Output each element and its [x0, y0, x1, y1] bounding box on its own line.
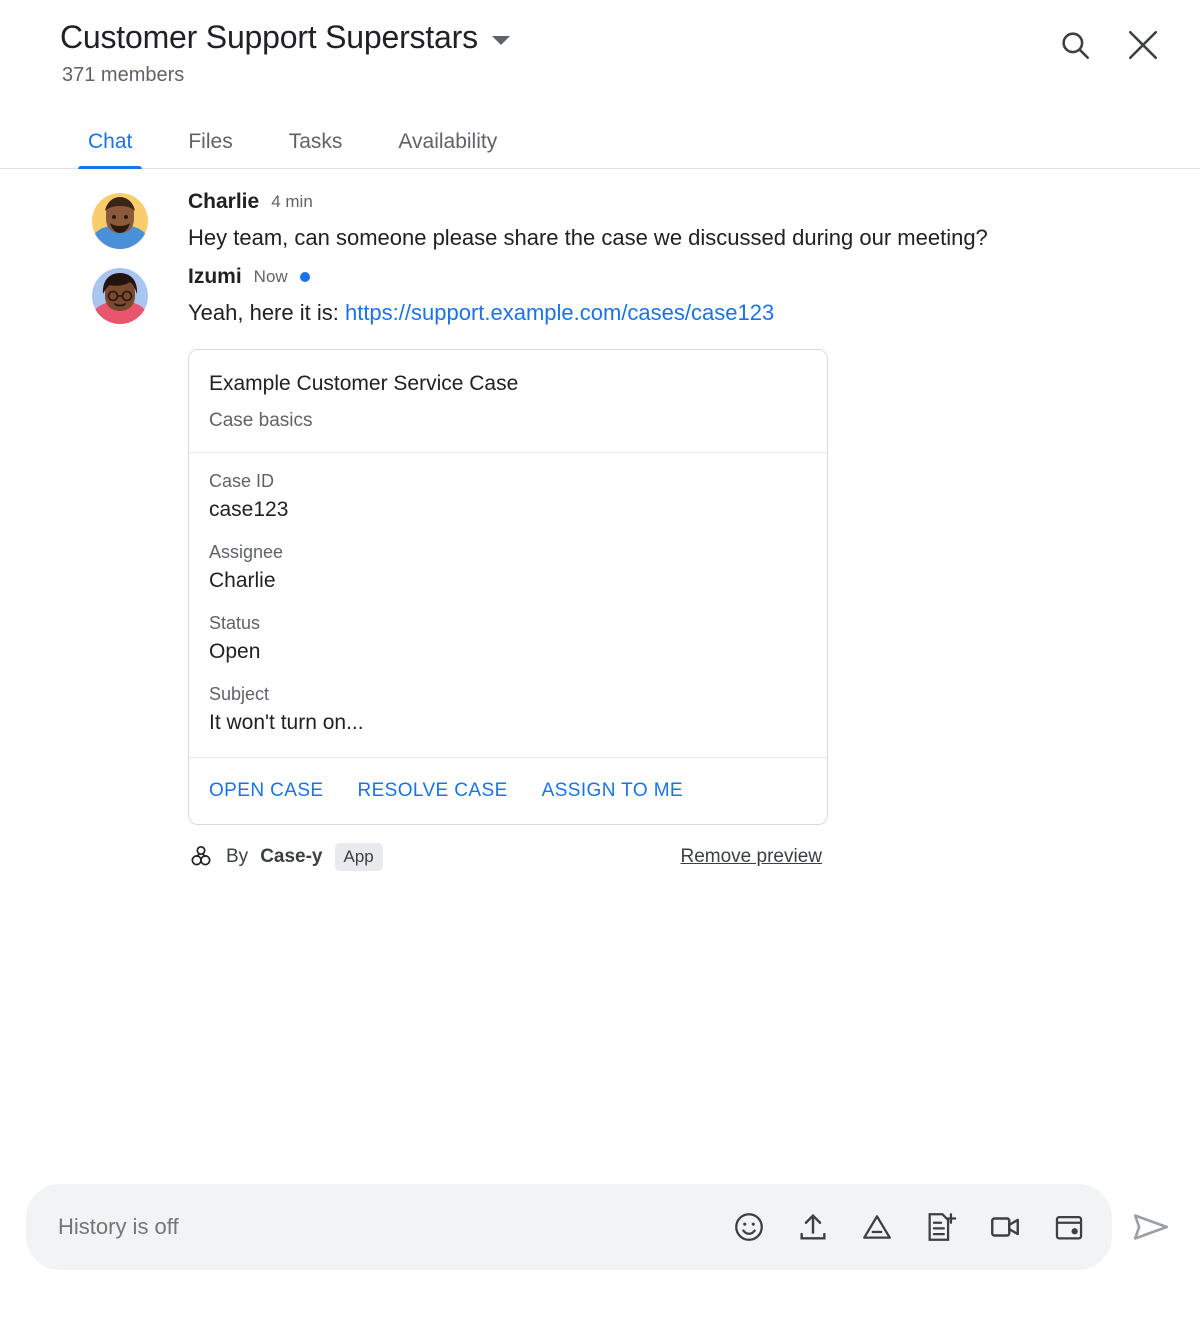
send-icon[interactable] — [1126, 1206, 1176, 1248]
composer-bar — [0, 1184, 1200, 1270]
doc-add-icon[interactable] — [924, 1210, 958, 1244]
assign-to-me-button[interactable]: ASSIGN TO ME — [541, 780, 683, 802]
field-value: It won't turn on... — [209, 711, 364, 735]
tab-tasks[interactable]: Tasks — [261, 130, 371, 168]
page-title: Customer Support Superstars — [60, 19, 478, 55]
message-body — [188, 266, 1176, 871]
resolve-case-button[interactable]: RESOLVE CASE — [357, 780, 508, 802]
case-preview-card — [188, 349, 828, 825]
avatar[interactable] — [92, 193, 148, 249]
member-count: 371 members — [62, 64, 185, 87]
by-label: By — [226, 846, 249, 868]
field-subject — [209, 684, 807, 735]
field-case-id — [209, 471, 807, 522]
header-actions — [1058, 28, 1160, 62]
webhook-icon — [188, 844, 214, 870]
message-timestamp: Now — [253, 267, 288, 287]
remove-preview-button[interactable]: Remove preview — [675, 845, 829, 869]
calendar-icon[interactable] — [1052, 1210, 1086, 1244]
message-input[interactable] — [56, 1213, 732, 1241]
tab-bar — [0, 113, 1200, 169]
message-link[interactable]: https://support.example.com/cases/case123 — [344, 300, 775, 326]
chevron-down-icon[interactable] — [492, 36, 510, 45]
message-meta — [188, 266, 1176, 287]
field-value: case123 — [209, 498, 289, 522]
open-case-button[interactable]: OPEN CASE — [209, 780, 324, 802]
message-body — [188, 191, 1176, 254]
upload-icon[interactable] — [796, 1210, 830, 1244]
message-author: Izumi — [188, 265, 242, 289]
tab-availability[interactable]: Availability — [370, 130, 525, 168]
card-attribution — [188, 843, 383, 871]
message-text: Hey team, can someone please share the case we discussed during our meeting? — [188, 225, 988, 251]
card-fields — [189, 453, 827, 758]
unread-dot-icon — [300, 272, 310, 282]
card-actions — [189, 758, 827, 824]
search-icon[interactable] — [1058, 28, 1092, 62]
app-name: Case-y — [260, 846, 323, 868]
message-meta — [188, 191, 1176, 212]
field-label: Case ID — [209, 471, 275, 492]
message-author: Charlie — [188, 190, 260, 214]
tab-files[interactable]: Files — [160, 130, 260, 168]
message-timestamp: 4 min — [271, 192, 313, 212]
title-row — [60, 18, 1176, 56]
field-label: Status — [209, 613, 261, 634]
chat-header — [0, 0, 1200, 87]
message-text — [188, 297, 1088, 329]
emoji-icon[interactable] — [732, 1210, 766, 1244]
message-item — [0, 191, 1176, 266]
message-text-prefix: Yeah, here it is: — [188, 300, 345, 326]
collapse-icon[interactable] — [1126, 28, 1160, 62]
field-label: Subject — [209, 684, 270, 705]
composer[interactable] — [26, 1184, 1112, 1270]
drive-icon[interactable] — [860, 1210, 894, 1244]
card-title: Example Customer Service Case — [209, 372, 519, 396]
video-meet-icon[interactable] — [988, 1210, 1022, 1244]
composer-icons — [732, 1210, 1086, 1244]
card-footer — [188, 843, 828, 871]
card-subtitle: Case basics — [209, 410, 313, 432]
app-badge: App — [335, 843, 383, 871]
message-item — [0, 266, 1176, 883]
tab-chat[interactable]: Chat — [60, 130, 160, 168]
field-value: Charlie — [209, 569, 276, 593]
field-value: Open — [209, 640, 261, 664]
message-list — [0, 169, 1200, 883]
avatar[interactable] — [92, 268, 148, 324]
field-label: Assignee — [209, 542, 284, 563]
field-assignee — [209, 542, 807, 593]
card-header — [189, 350, 827, 453]
field-status — [209, 613, 807, 664]
